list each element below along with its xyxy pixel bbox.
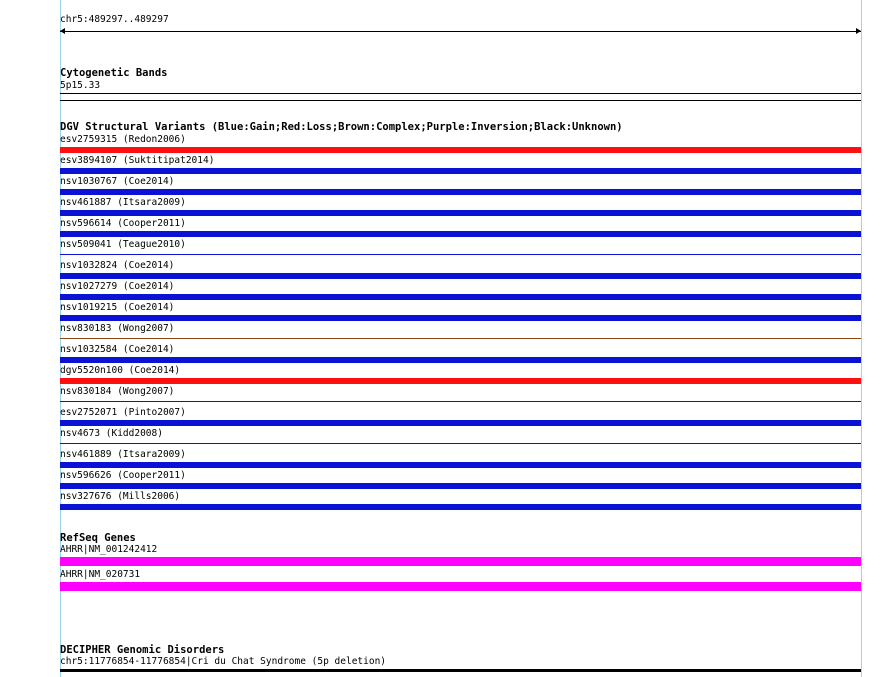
- refseq-gene-bar[interactable]: [60, 557, 861, 566]
- dgv-variant-bar-complex[interactable]: [60, 338, 861, 339]
- dgv-variant-label[interactable]: nsv1027279 (Coe2014): [60, 281, 175, 292]
- dgv-variant-label[interactable]: esv2752071 (Pinto2007): [60, 407, 186, 418]
- cytoband-label[interactable]: 5p15.33: [60, 80, 101, 91]
- dgv-variant-bar-gain[interactable]: [60, 462, 861, 468]
- refseq-gene-bar[interactable]: [60, 582, 861, 591]
- dgv-variant-label[interactable]: nsv1032824 (Coe2014): [60, 260, 175, 271]
- dgv-variant-bar-gain[interactable]: [60, 357, 861, 363]
- right-guide-line: [861, 0, 862, 677]
- dgv-variant-label[interactable]: nsv830184 (Wong2007): [60, 386, 175, 397]
- location-label: chr5:489297..489297: [60, 14, 169, 25]
- dgv-variant-label[interactable]: nsv830183 (Wong2007): [60, 323, 175, 334]
- dgv-variant-label[interactable]: nsv596614 (Cooper2011): [60, 218, 186, 229]
- dgv-variant-label[interactable]: nsv327676 (Mills2006): [60, 491, 181, 502]
- track-separator: [60, 100, 861, 101]
- decipher-disorder-bar[interactable]: [60, 669, 861, 672]
- dgv-variant-label[interactable]: nsv1030767 (Coe2014): [60, 176, 175, 187]
- dgv-variant-label[interactable]: nsv1032584 (Coe2014): [60, 344, 175, 355]
- refseq-gene-label[interactable]: AHRR|NM_020731: [60, 569, 141, 580]
- decipher-track-title: DECIPHER Genomic Disorders: [60, 644, 225, 656]
- ruler-right-arrow-icon: [856, 28, 861, 34]
- ruler-left-arrow-icon: [60, 28, 65, 34]
- dgv-variant-bar-gain[interactable]: [60, 189, 861, 195]
- refseq-gene-label[interactable]: AHRR|NM_001242412: [60, 544, 158, 555]
- dgv-variant-bar-gain[interactable]: [60, 504, 861, 510]
- refseq-track-title: RefSeq Genes: [60, 532, 136, 544]
- dgv-variant-bar-gain[interactable]: [60, 294, 861, 300]
- dgv-variant-label[interactable]: nsv4673 (Kidd2008): [60, 428, 163, 439]
- dgv-variant-label[interactable]: nsv596626 (Cooper2011): [60, 470, 186, 481]
- dgv-variant-bar-gain[interactable]: [60, 254, 861, 255]
- position-ruler[interactable]: [60, 31, 861, 32]
- dgv-variant-bar-gain[interactable]: [60, 401, 861, 402]
- dgv-variant-bar-loss[interactable]: [60, 147, 861, 153]
- dgv-variant-label[interactable]: nsv509041 (Teague2010): [60, 239, 186, 250]
- decipher-disorder-label[interactable]: chr5:11776854-11776854|Cri du Chat Syndrome (5p deletion): [60, 656, 387, 667]
- dgv-variant-bar-gain[interactable]: [60, 420, 861, 426]
- dgv-variant-label[interactable]: nsv461889 (Itsara2009): [60, 449, 186, 460]
- dgv-variant-bar-gain[interactable]: [60, 168, 861, 174]
- dgv-variant-label[interactable]: dgv5520n100 (Coe2014): [60, 365, 181, 376]
- dgv-variant-bar-gain[interactable]: [60, 210, 861, 216]
- dgv-variant-label[interactable]: esv2759315 (Redon2006): [60, 134, 186, 145]
- dgv-variant-label[interactable]: nsv1019215 (Coe2014): [60, 302, 175, 313]
- dgv-variant-bar-loss[interactable]: [60, 378, 861, 384]
- dgv-variant-bar-gain[interactable]: [60, 483, 861, 489]
- dgv-variant-label[interactable]: nsv461887 (Itsara2009): [60, 197, 186, 208]
- dgv-variant-bar-gain[interactable]: [60, 231, 861, 237]
- dgv-track-title: DGV Structural Variants (Blue:Gain;Red:Loss;Brown:Complex;Purple:Inversion;Black:Unknown): [60, 121, 623, 133]
- dgv-variant-label[interactable]: esv3894107 (Suktitipat2014): [60, 155, 215, 166]
- dgv-variant-bar-gain[interactable]: [60, 315, 861, 321]
- dgv-variant-bar-gain[interactable]: [60, 443, 861, 444]
- dgv-variant-bar-gain[interactable]: [60, 273, 861, 279]
- cytoband-bar[interactable]: [60, 93, 861, 94]
- cytoband-track-title: Cytogenetic Bands: [60, 67, 168, 79]
